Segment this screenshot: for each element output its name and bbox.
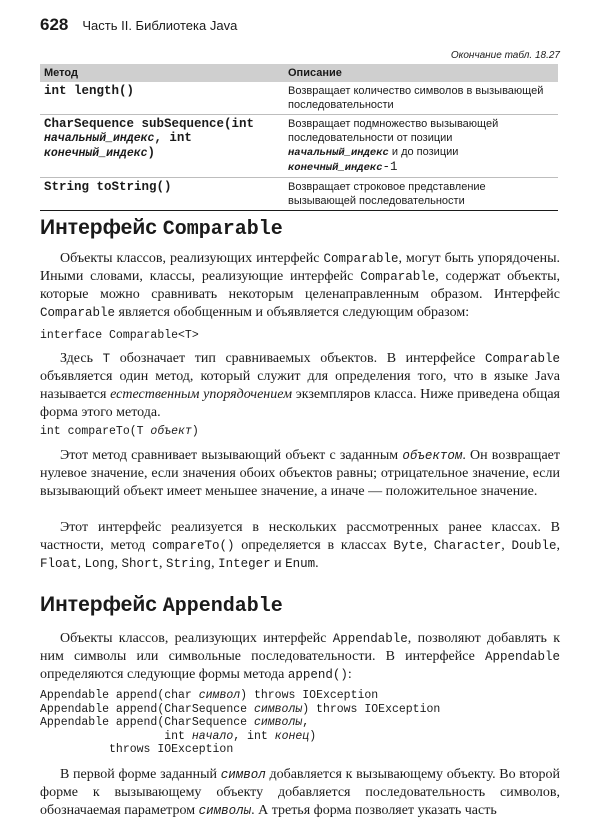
code-block: Appendable append(char символ) throws IOException Appendable append(CharSequence символы) throws IOException Appendable append(CharSequence символы, int начало, int конец) throws IOException xyxy=(40,689,441,756)
heading-code: Comparable xyxy=(162,218,283,241)
table-header-row xyxy=(40,64,558,82)
method-text: CharSequence subSequence(int xyxy=(44,117,255,131)
description-text: Возвращает подмножество вызывающей последовательности от позиции xyxy=(288,118,499,144)
column-header-method: Метод xyxy=(40,64,284,82)
paragraph: Этот интерфейс реализуется в нескольких рассмотренных ранее классах. В частности, метод compareTo() определяется в классах Byte, Character, Double, Float, Long, Short, String, Integer и Enum. xyxy=(40,520,560,571)
code-block: int compareTo(T объект) xyxy=(40,425,199,438)
description-cell xyxy=(284,115,558,178)
paragraph: Объекты классов, реализующих интерфейс Comparable, могут быть упорядочены. Иными словами, классы, реализующие интерфейс Comparable, содержат объекты, которые можно сравнивать некоторым целенаправленным образом. Интерфейс Comparable является обобщенным и объявляется следующим образом: xyxy=(40,251,561,320)
part-title: Часть II. Библиотека Java xyxy=(82,18,238,33)
description-cell: Возвращает количество символов в вызывающей последовательности xyxy=(284,82,558,115)
running-header xyxy=(40,15,237,35)
description-param: начальный_индекс xyxy=(288,147,389,159)
heading-text: Интерфейс xyxy=(40,216,163,239)
methods-table xyxy=(40,64,558,211)
heading-code: Appendable xyxy=(162,595,283,618)
paragraph: Этот метод сравнивает вызывающий объект с заданным объектом. Он возвращает нулевое значение, если значения обоих объектов равны; отрицательное значение, если вызывающий объект имеет меньшее значение, а иначе — положительное значение. xyxy=(40,448,560,499)
method-text: , int xyxy=(154,131,192,145)
column-header-description: Описание xyxy=(284,64,558,82)
code-block: interface Comparable<T> xyxy=(40,329,199,342)
description-text: и до позиции xyxy=(388,146,459,158)
section-heading-appendable xyxy=(40,592,283,620)
method-text: ) xyxy=(147,146,156,160)
description-text: -1 xyxy=(382,160,398,174)
paragraph: В первой форме заданный символ добавляется к вызывающему объекту. Во второй форме к вызывающему объекту добавляется последовательность символов, обозначаемая параметром символы. А третья форма позволяет указать часть xyxy=(40,767,560,818)
method-cell: int length() xyxy=(40,82,284,115)
table-caption: Окончание табл. 18.27 xyxy=(450,50,560,61)
section-heading-comparable xyxy=(40,215,283,243)
table-row xyxy=(40,178,558,211)
method-param: начальный_индекс xyxy=(44,132,155,145)
paragraph: Здесь T обозначает тип сравниваемых объектов. В интерфейсе Comparable объявляется один метод, который служит для определения того, что в языке Java называется естественным упорядочением экземпляров класса. Ниже приведена общая форма этого метода. xyxy=(40,351,560,420)
method-param: конечный_индекс xyxy=(44,147,148,160)
heading-text: Интерфейс xyxy=(40,593,163,616)
method-cell xyxy=(40,115,284,178)
table-row xyxy=(40,115,558,178)
paragraph: Объекты классов, реализующих интерфейс Appendable, позволяют добавлять к ним символы или символьные последовательности. В интерфейсе Appendable определяются следующие формы метода append(): xyxy=(40,631,560,682)
method-cell: String toString() xyxy=(40,178,284,211)
description-param: конечный_индекс xyxy=(288,162,383,174)
page-number: 628 xyxy=(40,15,69,34)
table-row xyxy=(40,82,558,115)
description-cell: Возвращает строковое представление вызывающей последовательности xyxy=(284,178,558,211)
